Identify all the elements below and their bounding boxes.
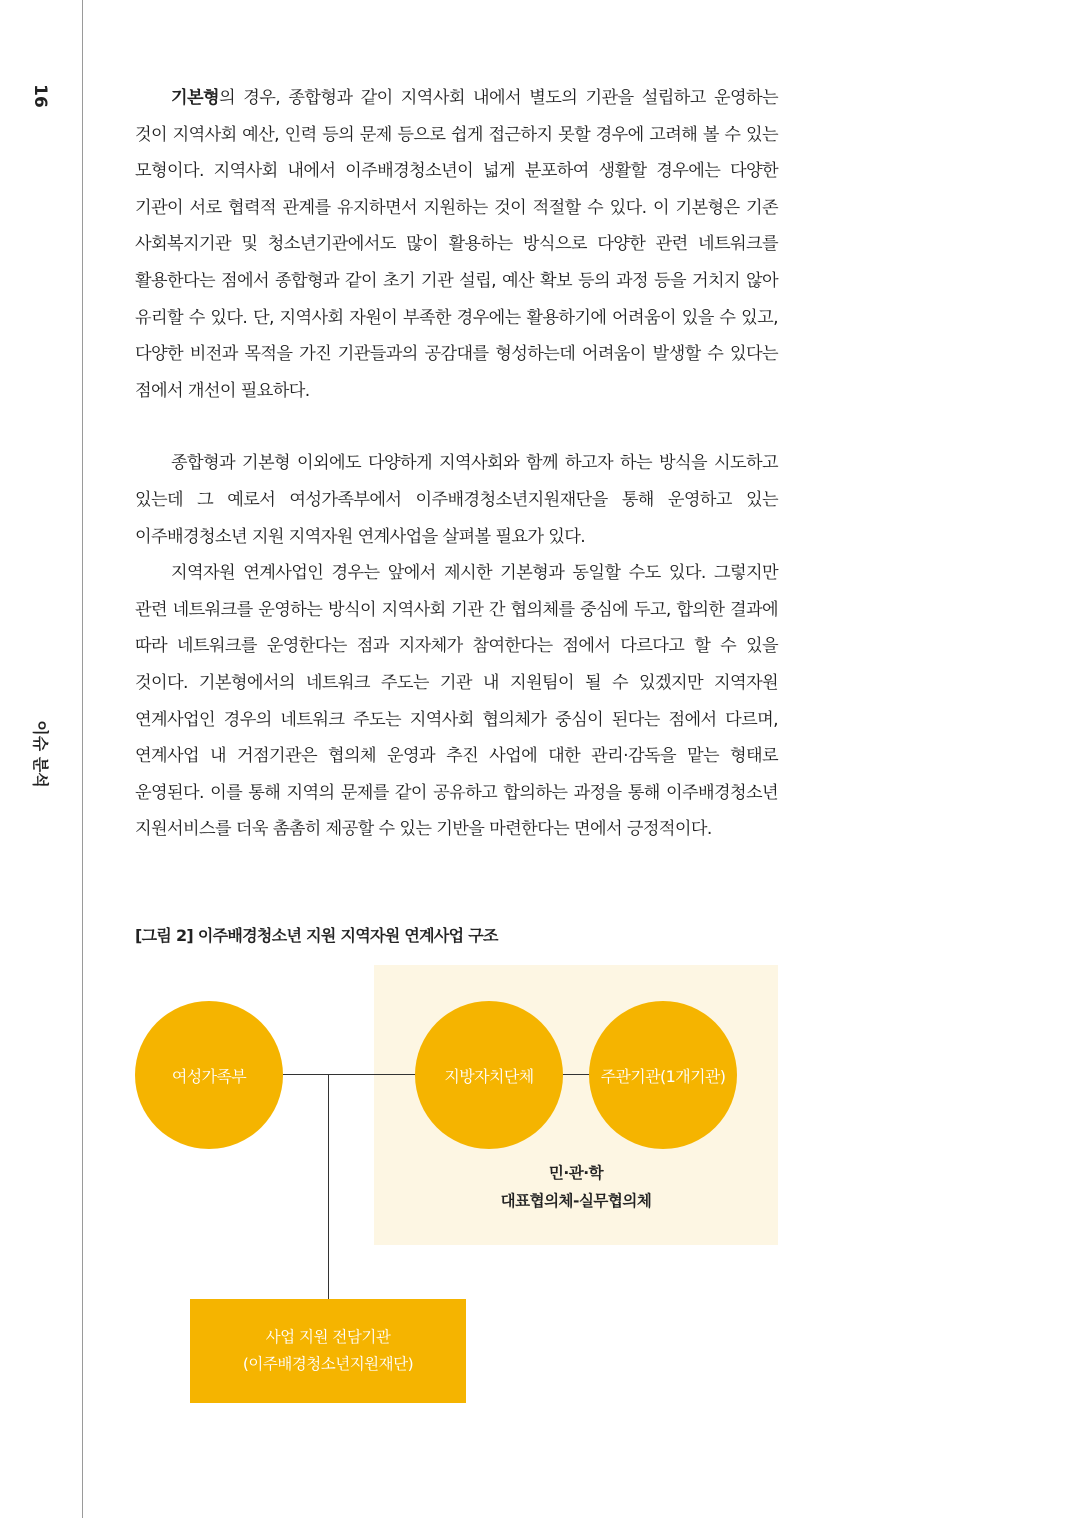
node-lead-organization [589,1001,737,1149]
support-agency-line1: 사업 지원 전담기관 [265,1328,391,1346]
connector-to-support [328,1074,329,1299]
node-ministry-label: 여성가족부 [171,1066,247,1086]
paragraph-2: 종합형과 기본형 이외에도 다양하게 지역사회와 함께 하고자 하는 방식을 시도하고 있는데 그 예로서 여성가족부에서 이주배경청소년지원재단을 통해 운영하고 있는 이주배경청소년 지원 지역자원 연계사업을 살펴볼 필요가 있다. [135,453,778,547]
body-text [135,80,778,848]
paragraph-1-text: 의 경우, 종합형과 같이 지역사회 내에서 별도의 기관을 설립하고 운영하는 것이 지역사회 예산, 인력 등의 문제 등으로 쉽게 접근하지 못할 경우에 고려해 볼 수 있는 모형이다. 지역사회 내에서 이주배경청소년이 넓게 분포하여 생활할 경우에는 다양한 기관이 서로 협력적 관계를 유지하면서 지원하는 것이 적절할 수 있다. 이 기본형은 기존 사회복지기관 및 청소년기관에서도 많이 활용하는 방식으로 다양한 관련 네트워크를 활용한다는 점에서 종합형과 같이 초기 기관 설립, 예산 확보 등의 과정 등을 거치지 않아 유리할 수 있다. 단, 지역사회 자원이 부족한 경우에는 활용하기에 어려움이 있을 수 있고, 다양한 비전과 목적을 가진 기관들과의 공감대를 형성하는데 어려움이 발생할 수 있다는 점에서 개선이 필요하다. [135,88,779,401]
page-number: 16 [30,84,50,108]
paragraph-3: 지역자원 연계사업인 경우는 앞에서 제시한 기본형과 동일할 수도 있다. 그렇지만 관련 네트워크를 운영하는 방식이 지역사회 기관 간 협의체를 중심에 두고, 합의한 결과에 따라 네트워크를 운영한다는 점과 지자체가 참여한다는 점에서 다르다고 할 수 있을 것이다. 기본형에서의 네트워크 주도는 기관 내 지원팀이 될 수 있겠지만 지역자원 연계사업인 경우의 네트워크 주도는 지역사회 협의체가 중심이 된다는 점에서 다르며, 연계사업 내 거점기관은 협의체 운영과 추진 사업에 대한 관리·감독을 맡는 형태로 운영된다. 이를 통해 지역의 문제를 같이 공유하고 합의하는 과정을 통해 이주배경청소년 지원서비스를 더욱 촘촘히 제공할 수 있는 기반을 마련한다는 면에서 긍정적이다. [135,563,778,840]
node-local-government-label: 지방자치단체 [444,1066,534,1086]
connector-localgov-lead [562,1074,592,1075]
support-agency-line2: (이주배경청소년지원재단) [242,1355,414,1373]
section-title: 이슈 분석 [31,720,50,788]
node-ministry [135,1001,283,1149]
paragraph-1-term: 기본형 [171,88,220,108]
node-lead-organization-label: 주관기관(1개기관) [600,1066,726,1086]
support-agency-box [190,1299,466,1403]
connector-ministry-localgov [283,1074,418,1075]
council-label-line1: 민·관·학 [548,1164,604,1182]
council-label-line2: 대표협의체-실무협의체 [500,1192,652,1210]
figure-caption: [그림 2] 이주배경청소년 지원 지역자원 연계사업 구조 [135,926,498,945]
paragraph-1 [135,80,778,409]
sidebar-divider [82,0,83,1518]
node-local-government [415,1001,563,1149]
